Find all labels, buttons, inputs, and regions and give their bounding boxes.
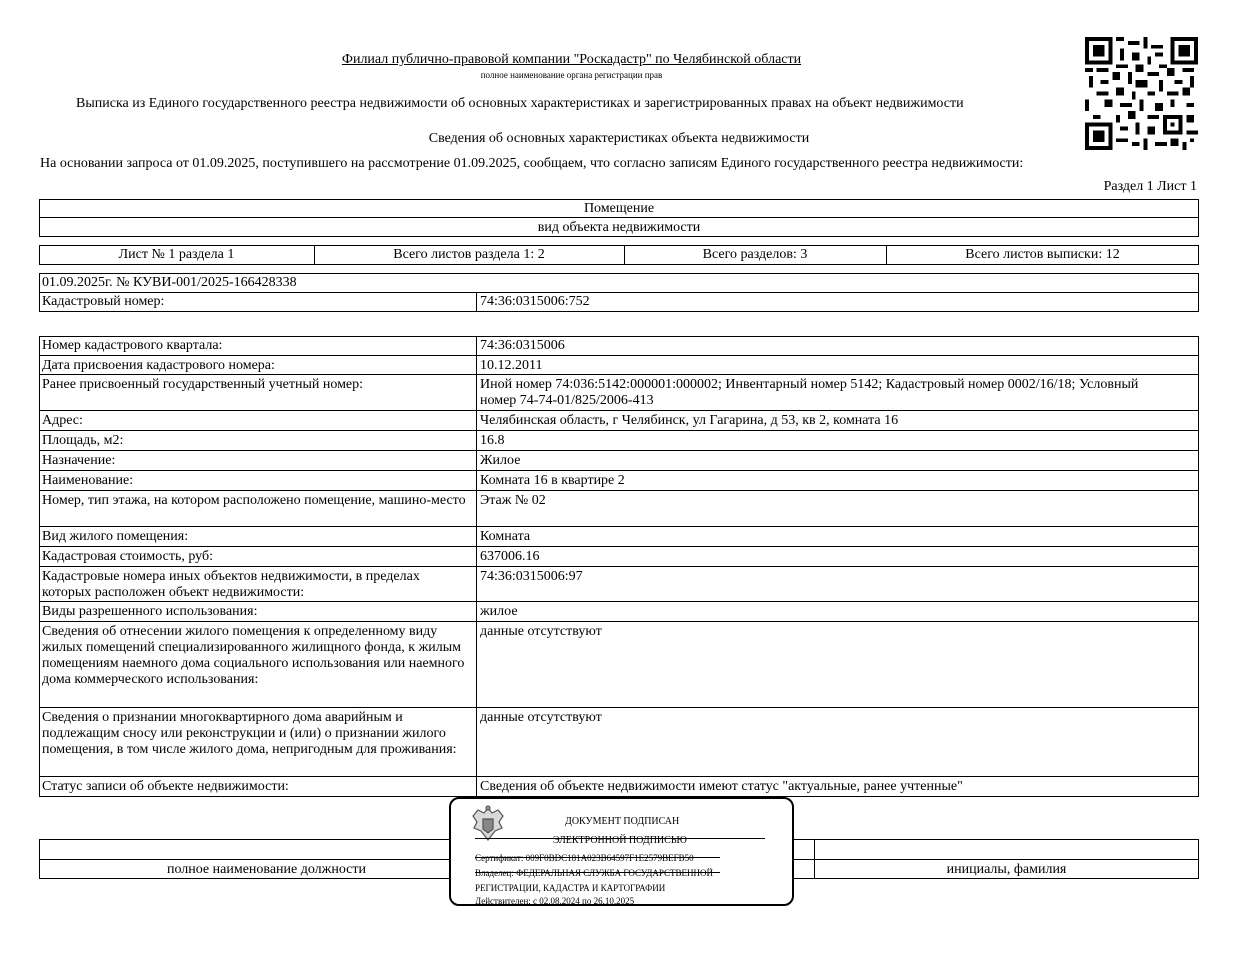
row-label: Статус записи об объекте недвижимости: [42, 779, 289, 794]
row-value: 637006.16 [480, 549, 540, 564]
row-label: Кадастровые номера иных объектов недвижимости, в пределах которых расположен объект недвижимости: [42, 569, 420, 600]
row-value: Иной номер 74:036:5142:000001:000002; Инвентарный номер 5142; Кадастровый номер 0002/16/18; Условный номер 74-74-01/825/2006-413 [480, 377, 1139, 408]
sheet-number: Лист № 1 раздела 1 [118, 247, 235, 262]
section-title: Сведения об основных характеристиках объекта недвижимости [428, 131, 810, 146]
row-label: Номер, тип этажа, на котором расположено помещение, машино-место [42, 493, 466, 508]
stamp-owner-2: РЕГИСТРАЦИИ, КАДАСТРА И КАРТОГРАФИИ [475, 883, 666, 893]
qr-code-icon [1085, 37, 1198, 150]
row-value: Комната 16 в квартире 2 [480, 473, 625, 488]
row-value: 74:36:0315006 [480, 338, 565, 353]
row-label: Кадастровая стоимость, руб: [42, 549, 213, 564]
row-value: Жилое [480, 453, 521, 468]
org-caption: полное наименование органа регистрации прав [480, 70, 663, 80]
row-label: Номер кадастрового квартала: [42, 338, 223, 353]
row-value: данные отсутствуют [480, 710, 602, 725]
row-value: данные отсутствуют [480, 624, 602, 639]
row-label: Сведения о признании многоквартирного дома аварийным и подлежащим сносу или реконструкции и (или) о признании жилого помещения, в том числе жилого дома, непригодным для проживания: [42, 710, 457, 757]
document-title: Выписка из Единого государственного реестра недвижимости об основных характеристиках и зарегистрированных правах на объект недвижимости [76, 96, 964, 111]
name-caption: инициалы, фамилия [946, 862, 1067, 877]
electronic-signature-stamp [449, 797, 794, 906]
row-label: Наименование: [42, 473, 134, 488]
row-value: 74:36:0315006:97 [480, 569, 583, 584]
row-value: 16.8 [480, 433, 505, 448]
row-value: Сведения об объекте недвижимости имеют статус "актуальные, ранее учтенные" [480, 779, 963, 794]
row-label: Сведения об отнесении жилого помещения к определенному виду жилых помещений специализированного жилищного фонда, к жилым помещениям наемного дома социального использования или наемного дома коммерческого использования: [42, 624, 465, 687]
total-sheets-section: Всего листов раздела 1: 2 [393, 247, 545, 262]
cadastral-number-value: 74:36:0315006:752 [480, 294, 590, 309]
row-label: Ранее присвоенный государственный учетный номер: [42, 377, 364, 392]
row-value: Челябинская область, г Челябинск, ул Гагарина, д 53, кв 2, комната 16 [480, 413, 899, 428]
row-label: Назначение: [42, 453, 116, 468]
org-name: Филиал публично-правовой компании "Роскадастр" по Челябинской области [341, 52, 802, 67]
total-sheets: Всего листов выписки: 12 [965, 247, 1120, 262]
row-value: Этаж № 02 [480, 493, 546, 508]
object-kind: Помещение [583, 201, 655, 216]
cadastral-number-label: Кадастровый номер: [42, 294, 165, 309]
stamp-valid: Действителен: с 02.08.2024 по 26.10.2025 [475, 896, 635, 906]
row-value: жилое [480, 604, 518, 619]
stamp-line-2: ЭЛЕКТРОННОЙ ПОДПИСЬЮ [553, 835, 687, 846]
position-caption: полное наименование должности [166, 862, 367, 877]
row-value: 10.12.2011 [480, 358, 543, 373]
row-label: Виды разрешенного использования: [42, 604, 258, 619]
stamp-line-1: ДОКУМЕНТ ПОДПИСАН [565, 816, 680, 827]
stamp-certificate: Сертификат: 009F0BDC181A023B64597F1E2579BEFB50 [475, 853, 694, 863]
request-intro: На основании запроса от 01.09.2025, поступившего на рассмотрение 01.09.2025, сообщаем, что согласно записям Единого государственного реестра недвижимости: [40, 156, 1024, 171]
row-value: Комната [480, 529, 531, 544]
row-label: Площадь, м2: [42, 433, 124, 448]
row-label: Адрес: [42, 413, 83, 428]
section-sheet-label: Раздел 1 Лист 1 [1103, 179, 1197, 194]
stamp-owner-1: Владелец: ФЕДЕРАЛЬНАЯ СЛУЖБА ГОСУДАРСТВЕННОЙ [475, 868, 714, 878]
row-label: Вид жилого помещения: [42, 529, 189, 544]
total-sections: Всего разделов: 3 [702, 247, 808, 262]
object-kind-caption: вид объекта недвижимости [537, 220, 701, 235]
record-number: 01.09.2025г. № КУВИ-001/2025-166428338 [42, 275, 297, 290]
row-label: Дата присвоения кадастрового номера: [42, 358, 275, 373]
